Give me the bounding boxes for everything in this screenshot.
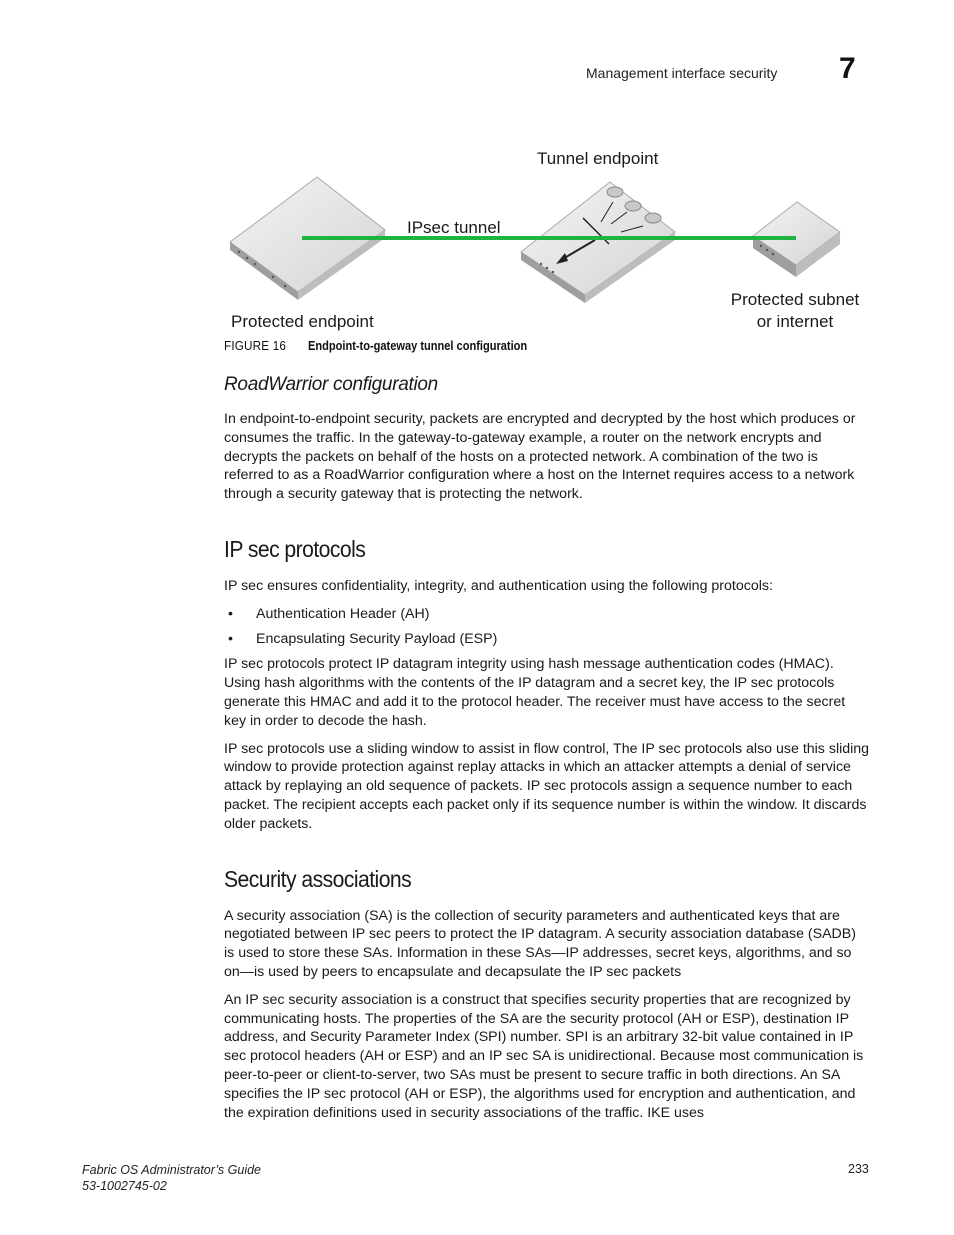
list-item-text: Authentication Header (AH)	[256, 605, 430, 622]
tunnel-endpoint-device	[521, 182, 675, 303]
footer-left	[82, 1162, 261, 1194]
protocol-list	[224, 605, 870, 649]
list-item-text: Encapsulating Security Payload (ESP)	[256, 630, 498, 647]
protected-subnet-label-line1: Protected subnet	[730, 290, 860, 309]
roadwarrior-heading: RoadWarrior configuration	[224, 374, 438, 395]
bullet-icon: •	[228, 605, 233, 622]
figure-caption-title: Endpoint-to-gateway tunnel configuration	[308, 338, 528, 353]
page-number: 233	[848, 1162, 869, 1176]
ipsec-protocols-intro: IP sec ensures confidentiality, integrity, and authentication using the following protocols:	[224, 577, 773, 594]
security-associations-paragraph-1: A security association (SA) is the collection of security parameters and authenticated keys that are negotiated between IP sec peers to protect the IP datagram. A security association database (SADB) is used to store these SAs. Information in these SAs—IP addresses, secret keys, algorithms, and so on—is used by peers to encapsulate and decapsulate the IP sec packets	[224, 907, 856, 980]
security-associations-heading: Security associations	[224, 865, 412, 892]
bullet-icon: •	[228, 630, 233, 647]
roadwarrior-paragraph: In endpoint-to-endpoint security, packets are encrypted and decrypted by the host which produces or consumes the traffic. In the gateway-to-gateway example, a router on the network encrypts and decrypts the packets on behalf of the hosts on a protected network. A combination of the two is referred to as a RoadWarrior configuration where a host on the Internet requires access to a network through a security gateway that is protecting the network.	[224, 411, 856, 503]
ipsec-tunnel-label: IPsec tunnel	[407, 218, 501, 237]
doc-number: 53-1002745-02	[82, 1179, 167, 1193]
tunnel-diagram-svg	[225, 140, 875, 340]
figure-diagram	[225, 140, 875, 340]
running-header: Management interface security	[586, 65, 778, 81]
chapter-number: 7	[839, 52, 856, 85]
ipsec-protocols-paragraph-1: IP sec protocols protect IP datagram integrity using hash message authentication codes (HMAC). Using hash algorithms with the contents of the IP datagram and a secret key, the IP sec protocols generate this HMAC and add it to the protocol header. The receiver must have access to the secret key in order to decode the hash.	[224, 656, 846, 729]
protected-endpoint-label: Protected endpoint	[231, 312, 374, 331]
list-item	[224, 605, 870, 624]
list-item	[224, 630, 870, 649]
guide-title: Fabric OS Administrator’s Guide	[82, 1163, 261, 1177]
ipsec-protocols-heading: IP sec protocols	[224, 535, 366, 562]
protected-subnet-label-line2: or internet	[756, 312, 834, 331]
tunnel-endpoint-label: Tunnel endpoint	[537, 149, 659, 168]
security-associations-paragraph-2: An IP sec security association is a construct that specifies security properties that are recognized by communicating hosts. The properties of the SA are the security protocol (AH or ESP), destination IP address, and Security Parameter Index (SPI) number. SPI is an arbitrary 32-bit value contained in IP sec protocol headers (AH or ESP) and an IP sec SA is unidirectional. Because most communication is peer-to-peer or client-to-server, two SAs must be present to secure traffic in both directions. An SA specifies the IP sec protocol (AH or ESP), the algorithms used for encryption and authentication, and the expiration definitions used in security associations of the traffic. IKE uses	[224, 991, 864, 1121]
figure-caption-label: FIGURE 16	[224, 338, 287, 353]
main-content	[224, 374, 870, 1131]
ipsec-protocols-paragraph-2: IP sec protocols use a sliding window to assist in flow control, The IP sec protocols also use this sliding window to provide protection against replay attacks in which an attacker attempts a denial of service attack by replaying an old sequence of packets. IP sec protocols assign a sequence number to each packet. The recipient accepts each packet only if its sequence number is within the window. It discards older packets.	[224, 740, 870, 832]
figure-caption	[224, 338, 566, 353]
